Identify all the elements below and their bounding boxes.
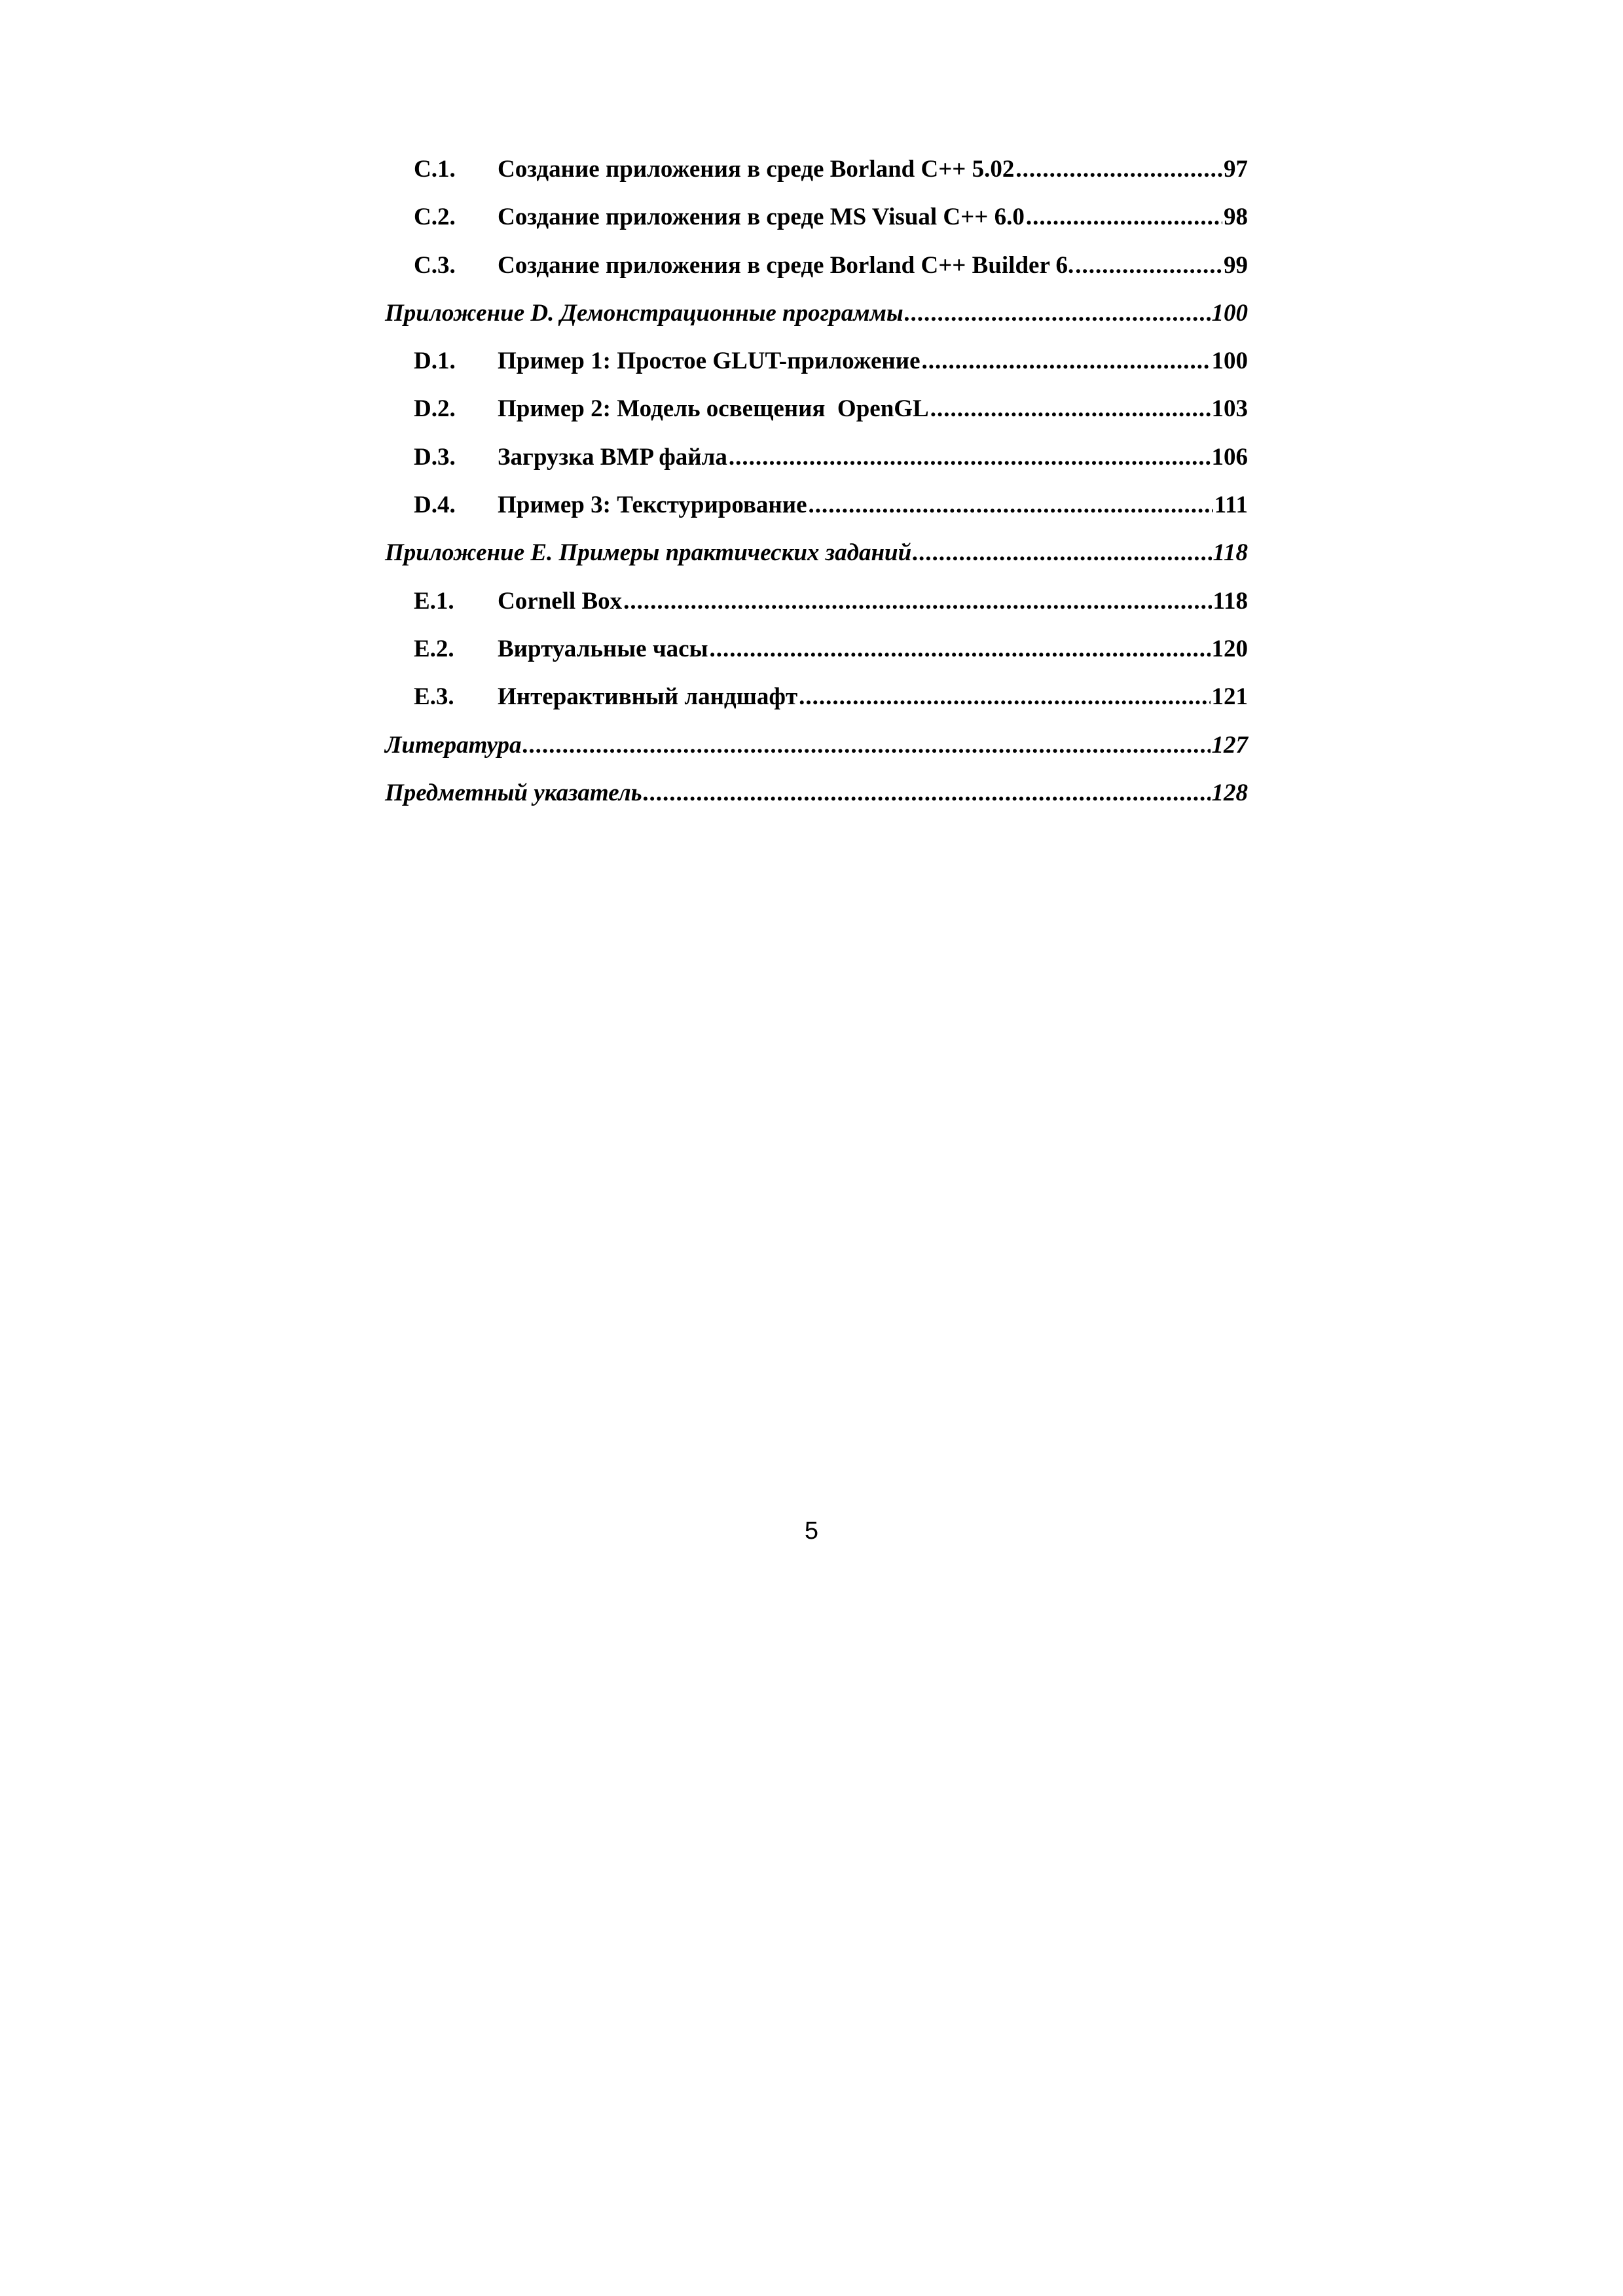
toc-entry-title: Предметный указатель (385, 779, 642, 806)
toc-entry-d1[interactable] (385, 337, 1248, 385)
toc-entry-title: Пример 2: Модель освещения OpenGL (498, 395, 929, 423)
toc-entry-title: Создание приложения в среде Borland C++ Builder 6. (498, 251, 1074, 279)
toc-entry-title: Создание приложения в среде Borland C++ 5.02 (498, 156, 1015, 183)
toc-entry-appendix-e[interactable] (385, 529, 1248, 577)
toc-entry-page: 97 (1224, 156, 1248, 183)
toc-dot-leader (922, 337, 1211, 385)
toc-entry-c3[interactable] (385, 242, 1248, 289)
toc-entry-number: E.1. (414, 587, 454, 615)
toc-entry-literature[interactable] (385, 721, 1248, 769)
table-of-contents (385, 145, 1248, 817)
toc-entry-title: Cornell Box (498, 587, 623, 615)
toc-entry-d3[interactable] (385, 433, 1248, 481)
toc-entry-number: E.3. (414, 683, 454, 711)
toc-entry-number: D.4. (414, 492, 456, 519)
toc-entry-title: Создание приложения в среде MS Visual C++ 6.0 (498, 204, 1025, 231)
toc-entry-page: 128 (1211, 779, 1248, 806)
toc-entry-page: 103 (1211, 395, 1248, 423)
toc-entry-number: C.2. (414, 204, 456, 231)
toc-entry-c1[interactable] (385, 145, 1248, 193)
toc-entry-title: Приложение D. Демонстрационные программы (385, 299, 903, 327)
toc-entry-page: 121 (1211, 683, 1248, 711)
toc-entry-d2[interactable] (385, 385, 1248, 433)
toc-entry-title: Виртуальные часы (498, 635, 708, 662)
toc-entry-title: Интерактивный ландшафт (498, 683, 798, 711)
toc-entry-number: E.2. (414, 635, 454, 662)
toc-dot-leader (710, 625, 1211, 673)
toc-dot-leader (623, 577, 1211, 625)
toc-dot-leader (644, 769, 1211, 817)
toc-dot-leader (1026, 193, 1222, 241)
toc-entry-number: D.3. (414, 443, 456, 471)
toc-entry-title: Пример 1: Простое GLUT-приложение (498, 348, 921, 375)
toc-entry-number: C.3. (414, 251, 456, 279)
toc-entry-c2[interactable] (385, 193, 1248, 241)
toc-entry-page: 98 (1224, 204, 1248, 231)
toc-entry-page: 100 (1211, 348, 1248, 375)
toc-entry-page: 127 (1211, 731, 1248, 759)
toc-entry-subject-index[interactable] (385, 769, 1248, 817)
toc-dot-leader (799, 673, 1210, 721)
toc-entry-title: Загрузка BMP файла (498, 443, 727, 471)
toc-dot-leader (1075, 242, 1222, 289)
toc-entry-e3[interactable] (385, 673, 1248, 721)
toc-entry-page: 118 (1213, 539, 1248, 567)
toc-dot-leader (1015, 145, 1222, 193)
toc-dot-leader (913, 529, 1211, 577)
toc-entry-appendix-d[interactable] (385, 289, 1248, 337)
toc-dot-leader (809, 481, 1213, 529)
toc-entry-page: 111 (1214, 492, 1248, 519)
toc-entry-title: Приложение E. Примеры практических заданий (385, 539, 912, 567)
toc-entry-title: Пример 3: Текстурирование (498, 492, 807, 519)
toc-entry-page: 99 (1224, 251, 1248, 279)
toc-entry-e2[interactable] (385, 625, 1248, 673)
toc-entry-e1[interactable] (385, 577, 1248, 625)
toc-dot-leader (729, 433, 1211, 481)
toc-entry-number: D.2. (414, 395, 456, 423)
page-number: 5 (804, 1517, 819, 1545)
toc-dot-leader (905, 289, 1211, 337)
toc-entry-page: 106 (1211, 443, 1248, 471)
toc-dot-leader (522, 721, 1210, 769)
toc-entry-number: C.1. (414, 156, 456, 183)
toc-entry-page: 100 (1211, 299, 1248, 327)
toc-entry-page: 118 (1213, 587, 1248, 615)
toc-dot-leader (930, 385, 1211, 433)
toc-entry-d4[interactable] (385, 481, 1248, 529)
toc-entry-page: 120 (1211, 635, 1248, 662)
toc-entry-title: Литература (385, 731, 522, 759)
toc-entry-number: D.1. (414, 348, 456, 375)
